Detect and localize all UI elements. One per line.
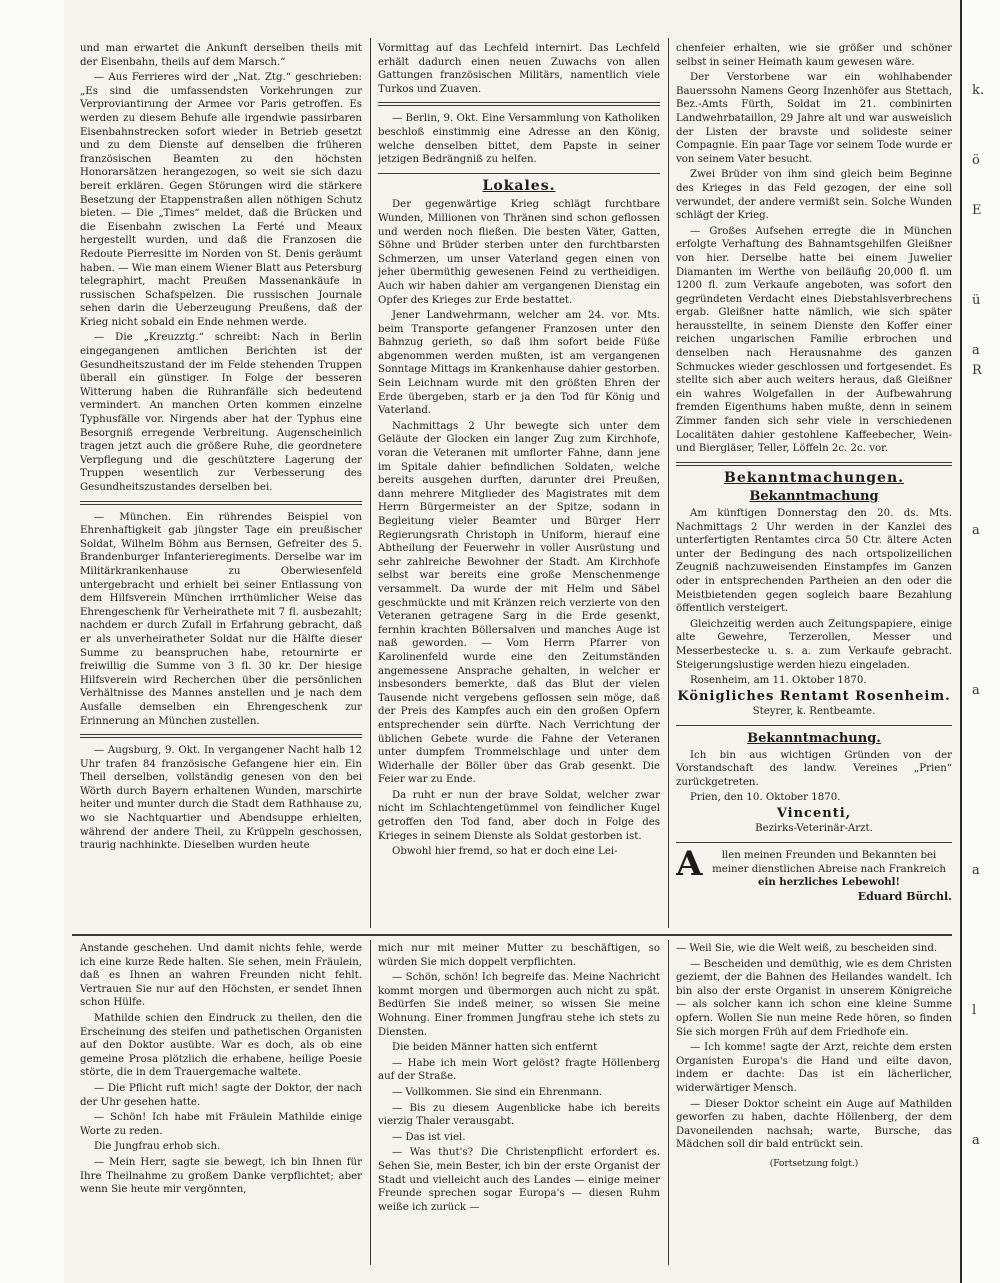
farewell-line: llen meinen Freunden und Bekannten bei xyxy=(721,850,937,862)
edge-text-fragment: a xyxy=(972,1133,980,1148)
farewell-notice xyxy=(676,844,952,903)
feuilleton-column-2 xyxy=(378,942,660,1264)
story-paragraph: — Ich komme! sagte der Arzt, reichte dem ersten Organisten Europa's die Hand und eilte davon, indem er dachte: Das ist ein lächerlicher, widerwärtiger Mensch. xyxy=(676,1042,952,1094)
column-3 xyxy=(676,42,952,922)
story-paragraph: — Was thut's? Die Christenpflicht erfordert es. Sehen Sie, mein Bester, ich bin der erste Organist der Stadt und vielleicht auch des Landes — einige meiner Freunde sprechen sogar Europa's — diesen Ruhm weiße ich zurück — xyxy=(378,1147,660,1213)
announcement-place-date: Prien, den 10. Oktober 1870. xyxy=(690,792,841,804)
article-paragraph: Jener Landwehrmann, welcher am 24. vor. Mts. beim Transporte gefangener Franzosen unter den Bahnzug gerieth, so daß ihm sofort beide Füße abgenommen werden mußten, ist am vergangenen Sonntage Mittags im Krankenhause dahier gestorben. Sein Leichnam wurde mit den größten Ehren der Erde übergeben, starb er ja den Tod für König und Vaterland. xyxy=(378,310,660,417)
story-paragraph: Die Jungfrau erhob sich. xyxy=(94,1141,221,1153)
article-paragraph: Obwohl hier fremd, so hat er doch eine Lei- xyxy=(392,846,618,858)
story-paragraph: — Schön, schön! Ich begreife das. Meine Nachricht kommt morgen und übermorgen auch nicht zu spät. Bedürfen Sie indeß meiner, so wissen Sie meine Wohnung. Einer frommen Jungfrau stehe ich stets zu Diensten. xyxy=(378,972,660,1038)
article-paragraph: und man erwartet die Ankunft derselben theils mit der Eisenbahn, theils auf dem Marsch.“ xyxy=(80,43,362,68)
separator xyxy=(378,173,660,174)
announcement-title: Bekanntmachung. xyxy=(747,730,881,746)
story-paragraph: — Weil Sie, wie die Welt weiß, zu bescheiden sind. xyxy=(676,943,938,954)
article-paragraph: — Aus Ferrieres wird der „Nat. Ztg.“ geschrieben: „Es sind die umfassendsten Vorkehrungen zur Verproviantirung der Armee vor Paris getroffen. Es werden zu diesem Behufe alle irgendwie passirbaren Eisenbahnstrecken sofort wieder in Betrieb gesetzt und zu dem Dienste auf denselben die früheren französischen Beamten zu den höchsten Honorarsätzen herangezogen, so weit sie sich dazu bereit erklären. Gegen Störungen wird die stärkere Besetzung der Etappenstraßen allen nöthigen Schutz bieten. — Die „Times“ meldet, daß die Brücken und die Eisenbahn zwischen La Ferté und Meaux hergestellt wurden, und daß die Franzosen die Redoute Pierresitte im Norden von St. Denis geräumt haben. — Wie man einem Wiener Blatt aus Petersburg telegraphirt, macht Preußen Massenankäufe in russischen Schafspelzen. Die russischen Journale sehen darin die Ueberzeugung Preußens, daß der Krieg nicht sobald ein Ende nehmen werde. xyxy=(80,72,362,328)
story-paragraph: Mathilde schien den Eindruck zu theilen, den die Erscheinung des steifen und pathetischen Organisten auf den Doktor ausübte. War es doch, als ob eine gemeine Prosa plötzlich die erhabene, heilige Poesie störte, die in dem Trauergemache waltete. xyxy=(80,1012,362,1079)
story-paragraph: — Habe ich mein Wort gelöst? fragte Höllenberg auf der Straße. xyxy=(378,1057,660,1083)
feuilleton-rule xyxy=(72,934,952,936)
story-paragraph: — Dieser Doktor scheint ein Auge auf Mathilden geworfen zu haben, dachte Höllenberg, der dem Davoneilenden nachsah; warte, Bursche, das Mädchen soll dir bald entrückt sein. xyxy=(676,1098,952,1151)
story-paragraph: — Die Pflicht ruft mich! sagte der Doktor, der nach der Uhr gesehen hatte. xyxy=(80,1082,362,1108)
separator xyxy=(378,102,660,106)
article-paragraph: chenfeier erhalten, wie sie größer und schöner selbst in seiner Heimath kaum gewesen wäre. xyxy=(676,43,952,68)
edge-text-fragment: ö xyxy=(972,153,980,168)
announcement-name: Vincenti, xyxy=(776,805,852,821)
farewell-signature: Eduard Bürchl. xyxy=(857,889,952,903)
article-paragraph: Der gegenwärtige Krieg schlägt furchtbare Wunden, Millionen von Thränen sind schon geflossen und werden noch fließen. Die besten Väter, Gatten, Söhne und Brüder sterben unter den furchtbarsten Schmerzen, um unser Vaterland gegen einen von jeher übermüthig gewesenen Feind zu vertheidigen. Auch wir haben dahier am vergangenen Dienstag ein Opfer des Krieges zur Erde bestattet. xyxy=(378,199,660,306)
story-paragraph: — Mein Herr, sagte sie bewegt, ich bin Ihnen für Ihre Theilnahme zu großem Danke verpflichtet; aber wenn Sie heute mir vergönnten, xyxy=(80,1156,362,1196)
edge-text-fragment: R xyxy=(972,363,982,378)
story-paragraph: — Bis zu diesem Augenblicke habe ich bereits vierzig Thaler verausgabt. xyxy=(378,1102,660,1128)
left-margin xyxy=(0,0,64,1283)
story-paragraph: Anstande geschehen. Und damit nichts fehle, werde ich eine kurze Rede halten. Sie sehen, mein Fräulein, daß es Ihnen an wahren Freunden nicht fehlt. Vertrauen Sie nur auf den Höchsten, er sendet Ihnen schon Hülfe. xyxy=(80,943,362,1009)
article-paragraph: Da ruht er nun der brave Soldat, welcher zwar nicht im Schlachtengetümmel von feindlicher Kugel getroffen den Tod fand, aber doch in Folge des Krieges in seinem Dienste als Soldat gestorben ist. xyxy=(378,789,660,842)
story-paragraph: mich nur mit meiner Mutter zu beschäftigen, so würden Sie mich doppelt verpflichten. xyxy=(378,943,660,968)
separator xyxy=(676,462,952,466)
column-rule xyxy=(370,940,371,1265)
article-berlin: — Berlin, 9. Okt. Eine Versammlung von Katholiken beschloß einstimmig eine Adresse an den König, welche denselben bittet, dem Papste in seiner jetzigen Bedrängniß zu helfen. xyxy=(378,113,660,166)
article-paragraph: — Großes Aufsehen erregte die in München erfolgte Verhaftung des Bahnamtsgehilfen Gleißner von hier. Derselbe hatte bei einem Juwelier Diamanten im Werthe von beiläufig 20,000 fl. um 1200 fl. zum Verkaufe angeboten, was sofort den gegründeten Verdacht eines Diebstahlsverbrechens ergab. Gleißner hatte nämlich, wie sich später herausstellte, in seinem Dienste den Koffer einer reichen ungarischen Familie erbrochen und denselben nach Herausnahme des ganzen Schmuckes wieder geschlossen und fortgesendet. Es stellte sich aber auch weiters heraus, daß Gleißner ein wahres Wolgefallen in der Aufbewahrung fremden Eigenthums haben mußte, denn in seinem Zimmer fanden sich sehr viele in verschiedenen Localitäten dahier gestohlene Kaffeebecher, Wein- und Biergläser, Teller, Löffeln 2c. 2c. vor. xyxy=(676,225,952,455)
edge-text-fragment: a xyxy=(972,523,980,538)
announcement-body: Gleichzeitig werden auch Zeitungspapiere, einige alte Gewehre, Terzerollen, Messer und Messerbestecke u. s. a. zum Verkaufe gebracht. Steigerungslustige werden hiezu eingeladen. xyxy=(676,618,952,671)
farewell-line: meiner dienstlichen Abreise nach Frankreich xyxy=(712,863,946,875)
edge-text-fragment: l xyxy=(972,1003,977,1018)
farewell-line: ein herzliches Lebewohl! xyxy=(757,876,901,889)
drop-cap: A xyxy=(676,844,703,885)
continuation-note: (Fortsetzung folgt.) xyxy=(769,1158,859,1169)
announcement-body: Am künftigen Donnerstag den 20. ds. Mts. Nachmittags 2 Uhr werden in der Kanzlei des unterfertigten Rentamtes circa 50 Ctr. ältere Acten unter der Bedingung des nach ortspolizeilichen Zeugniß nachzuweisenden Einstampfes im Ganzen oder in entsprechenden Partheien an den oder die Meistbietenden gegen sogleich baare Bezahlung öffentlich versteigert. xyxy=(676,508,952,615)
separator xyxy=(80,734,362,738)
section-heading-bekanntmachungen: Bekanntmachungen. xyxy=(723,469,905,486)
article-paragraph: Vormittag auf das Lechfeld internirt. Das Lechfeld erhält dadurch einen neuen Zuwachs von allen Gattungen französischen Militärs, namentlich viele Turkos und Zuaven. xyxy=(378,43,660,95)
column-rule xyxy=(668,38,669,928)
section-heading-lokales: Lokales. xyxy=(482,177,556,194)
edge-text-fragment: a xyxy=(972,683,980,698)
column-rule xyxy=(370,38,371,928)
story-paragraph: — Das ist viel. xyxy=(392,1131,466,1143)
feuilleton-column-1 xyxy=(80,942,362,1264)
edge-text-fragment: E xyxy=(972,203,982,218)
edge-text-fragment: ü xyxy=(972,293,981,308)
column-1 xyxy=(80,42,362,922)
announcement-office: Königliches Rentamt Rosenheim. xyxy=(677,688,951,704)
article-paragraph: — Die „Kreuzztg.“ schreibt: Nach in Berlin eingegangenen amtlichen Berichten ist der Gesundheitszustand der im Felde stehenden Truppen überall ein günstiger. In Folge der besseren Witterung haben die Ruhranfälle sich bedeutend vermindert. An manchen Orten kommen einzelne Typhusfälle vor. Nirgends aber hat der Typhus eine Besorgniß erregende Verbreitung. Augenscheinlich tragen jetzt auch die größere Ruhe, die geordnetere Verpflegung und die geschütztere Lagerung der Truppen wesentlich zur Verbesserung des Gesundheitszustandes derselben bei. xyxy=(80,332,362,493)
article-augsburg: — Augsburg, 9. Okt. In vergangener Nacht halb 12 Uhr trafen 84 französische Gefangene hier ein. Ein Theil derselben, vollständig genesen von den bei Wörth durch Bayern erhaltenen Wunden, marschirte heiter und munter durch die Stadt dem Rathhause zu, wo sie Nachtquartier und Abendsuppe erhielten, während der andere Theil, zu Krüppeln geschossen, traurig nachhinkte. Dieselben wurden heute xyxy=(80,745,362,852)
separator xyxy=(676,842,952,843)
edge-text-fragment: k. xyxy=(972,83,985,98)
story-paragraph: — Schön! Ich habe mit Fräulein Mathilde einige Worte zu reden. xyxy=(80,1112,362,1137)
column-rule xyxy=(668,940,669,1265)
announcement-signer: Steyrer, k. Rentbeamte. xyxy=(752,706,876,718)
column-2 xyxy=(378,42,660,922)
edge-text-fragment: a xyxy=(972,343,980,358)
separator xyxy=(676,725,952,726)
feuilleton-column-3 xyxy=(676,942,952,1264)
article-paragraph: Zwei Brüder von ihm sind gleich beim Beginne des Krieges in das Feld gezogen, der eine soll verwundet, der andere vermißt sein. Solche Wunden schlägt der Krieg. xyxy=(676,169,952,222)
announcement-title: Bekanntmachung xyxy=(749,489,879,505)
story-paragraph: Die beiden Männer hatten sich entfernt xyxy=(392,1042,598,1054)
article-munich: — München. Ein rührendes Beispiel von Ehrenhaftigkeit gab jüngster Tage ein preußischer Soldat, Wilhelm Böhm aus Bernsen, Gefreiter des 5. Brandenburger Infanterieregiments. Derselbe war im Militärkrankenhause zu Oberwiesenfeld untergebracht und erhielt bei seiner Entlassung von dem Hilfsverein München irrthümlicher Weise das Ehrengeschenk für Verheirathete mit 7 fl. ausbezahlt; nachdem er durch Zufall in Erfahrung gebracht, daß er als unverheiratheter Soldat nur die Hälfte dieser Summe zu beanspruchen habe, retournirte er freiwillig die Summe von 3 fl. 30 kr. Der hiesige Hilfsverein wird Recherchen über die persönlichen Verhältnisse des Mannes anstellen und je nach dem Ausfalle demselben ein Ehrengeschenk zur Erinnerung an München zustellen. xyxy=(80,511,362,727)
announcement-role: Bezirks-Veterinär-Arzt. xyxy=(755,823,873,835)
separator xyxy=(80,501,362,505)
adjacent-page-edge xyxy=(960,0,1000,1283)
story-paragraph: — Vollkommen. Sie sind ein Ehrenmann. xyxy=(392,1086,603,1098)
article-paragraph: Nachmittags 2 Uhr bewegte sich unter dem Geläute der Glocken ein langer Zug zum Kirchhofe, voran die Veteranen mit umflorter Fahne, dann jene im Spitale dahier befindlichen Soldaten, welche bereits ausgehen durften, darunter drei Preußen, dann mehrere Mitglieder des Magistrates mit dem Herrn Bürgermeister an der Spitze, sodann in Begleitung vieler Beamter und Bürger Herr Regierungsrath Christoph in Uniform, hierauf eine Abtheilung der Feuerwehr in voller Ausrüstung und sehr zahlreiche Bewohner der Stadt. Am Kirchhofe selbst war bereits eine große Menschenmenge versammelt. Da wurde der mit Helm und Säbel geschmückte und mit Kränzen reich verzierte von den Veteranen getragene Sarg in die Erde gesenkt, fernhin krachten Böllersalven und manches Auge ist naß geworden. — Vom Herrn Pfarrer von Karolinenfeld wurde eine den Zeitumständen angemessene Ansprache gehalten, in welcher er insbesonders bemerkte, daß das Blut der vielen Tausende nicht vergebens geflossen sein möge, daß der Preis des Kampfes auch ein den großen Opfern entsprechender sein dürfte. Nach Verrichtung der üblichen Gebete wurde die Fahne der Veteranen unter dumpfem Trommelschlage und unter dem Widerhalle der Böller über das Grab gesenkt. Die Feier war zu Ende. xyxy=(378,420,660,786)
story-paragraph: — Bescheiden und demüthig, wie es dem Christen geziemt, der die Bahnen des Heilandes wandelt. Ich bin also der erste Organist in unserem Königreiche — als solcher kann ich schon eine kleine Summe opfern. Wollen Sie nun meine Rede hören, so finden Sie sich morgen Früh auf dem Friedhofe ein. xyxy=(676,958,952,1038)
announcement-body: Ich bin aus wichtigen Gründen von der Vorstandschaft des landw. Vereines „Prien“ zurückgetreten. xyxy=(676,749,952,788)
newspaper-page xyxy=(72,34,956,1269)
announcement-place-date: Rosenheim, am 11. Oktober 1870. xyxy=(690,675,867,687)
edge-text-fragment: a xyxy=(972,863,980,878)
article-paragraph: Der Verstorbene war ein wohlhabender Bauerssohn Namens Georg Inzenhöfer aus Stettach, Bez.-Amts Fürth, Soldat im 21. combinirten Landwehrbataillon, 29 Jahre alt und war ausweislich der Listen der bravste und solideste seiner Compagnie. Ein paar Tage vor seinem Tode wurde er von seinem Vater besucht. xyxy=(676,72,952,165)
